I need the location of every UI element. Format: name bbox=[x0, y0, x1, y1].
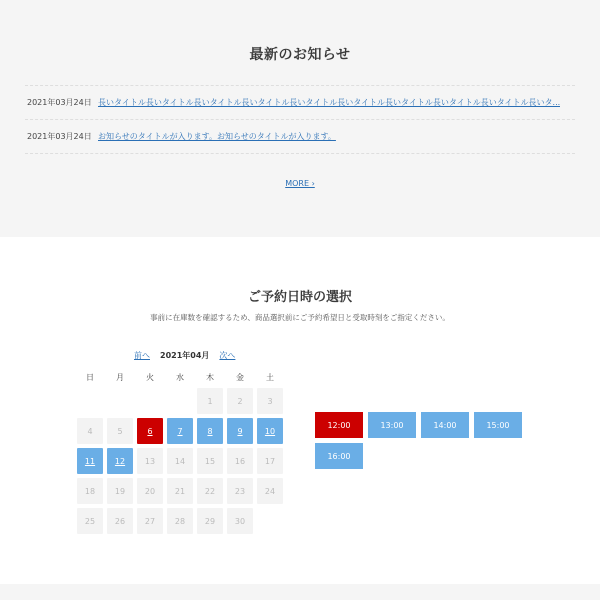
weekday-header: 土 bbox=[266, 373, 274, 382]
news-heading: 最新のお知らせ bbox=[249, 47, 351, 63]
calendar-day: 26 bbox=[107, 508, 133, 534]
news-item bbox=[25, 120, 575, 154]
time-slot-button[interactable]: 15:00 bbox=[474, 412, 522, 438]
news-link[interactable]: 長いタイトル長いタイトル長いタイトル長いタイトル長いタイトル長いタイトル長いタイトル長いタイトル長いタイトル長いタ... bbox=[98, 98, 561, 107]
time-slot-list bbox=[315, 412, 530, 469]
weekday-header: 水 bbox=[176, 373, 184, 382]
time-slot-button[interactable]: 12:00 bbox=[315, 412, 363, 438]
calendar-day: 30 bbox=[227, 508, 253, 534]
news-section bbox=[0, 0, 600, 237]
calendar-day[interactable]: 8 bbox=[197, 418, 223, 444]
calendar-nav bbox=[134, 349, 235, 361]
news-link[interactable]: お知らせのタイトルが入ります。お知らせのタイトルが入ります。 bbox=[98, 132, 336, 141]
calendar-day: 29 bbox=[197, 508, 223, 534]
calendar-day: 22 bbox=[197, 478, 223, 504]
calendar-empty-cell bbox=[77, 388, 103, 414]
time-slot-button[interactable]: 13:00 bbox=[368, 412, 416, 438]
weekday-header: 日 bbox=[86, 373, 94, 382]
more-link[interactable]: MORE › bbox=[285, 179, 315, 188]
calendar-empty-cell bbox=[137, 388, 163, 414]
calendar-day: 28 bbox=[167, 508, 193, 534]
news-date: 2021年03月24日 bbox=[27, 98, 92, 107]
news-date: 2021年03月24日 bbox=[27, 132, 92, 141]
calendar-day: 23 bbox=[227, 478, 253, 504]
calendar-day: 1 bbox=[197, 388, 223, 414]
calendar-day: 24 bbox=[257, 478, 283, 504]
calendar-day: 3 bbox=[257, 388, 283, 414]
calendar-empty-cell bbox=[257, 508, 283, 534]
news-more bbox=[0, 179, 600, 188]
calendar-day: 20 bbox=[137, 478, 163, 504]
calendar-day: 5 bbox=[107, 418, 133, 444]
calendar-grid bbox=[75, 370, 285, 536]
time-slot-button[interactable]: 16:00 bbox=[315, 443, 363, 469]
calendar-day: 19 bbox=[107, 478, 133, 504]
news-list bbox=[25, 85, 575, 154]
calendar-day: 2 bbox=[227, 388, 253, 414]
news-item bbox=[25, 86, 575, 120]
weekday-header: 月 bbox=[116, 373, 124, 382]
calendar-day: 27 bbox=[137, 508, 163, 534]
calendar-day: 17 bbox=[257, 448, 283, 474]
weekday-header: 火 bbox=[146, 373, 154, 382]
time-slot-button[interactable]: 14:00 bbox=[421, 412, 469, 438]
weekday-header: 木 bbox=[206, 373, 214, 382]
current-month: 2021年04月 bbox=[160, 350, 210, 360]
calendar-day[interactable]: 10 bbox=[257, 418, 283, 444]
calendar-day[interactable]: 7 bbox=[167, 418, 193, 444]
calendar-empty-cell bbox=[167, 388, 193, 414]
calendar-day: 18 bbox=[77, 478, 103, 504]
calendar-day[interactable]: 6 bbox=[137, 418, 163, 444]
calendar-day: 14 bbox=[167, 448, 193, 474]
weekday-header: 金 bbox=[236, 373, 244, 382]
calendar-day: 4 bbox=[77, 418, 103, 444]
calendar-day: 21 bbox=[167, 478, 193, 504]
next-month-link[interactable]: 次へ bbox=[219, 350, 236, 360]
prev-month-link[interactable]: 前へ bbox=[134, 350, 150, 360]
calendar-day[interactable]: 12 bbox=[107, 448, 133, 474]
calendar-day: 16 bbox=[227, 448, 253, 474]
calendar-day[interactable]: 9 bbox=[227, 418, 253, 444]
calendar-day[interactable]: 11 bbox=[77, 448, 103, 474]
calendar-empty-cell bbox=[107, 388, 133, 414]
calendar-day: 15 bbox=[197, 448, 223, 474]
footer-band bbox=[0, 584, 600, 600]
reservation-heading: ご予約日時の選択 bbox=[247, 290, 352, 305]
calendar-day: 13 bbox=[137, 448, 163, 474]
reservation-subtitle: 事前に在庫数を確認するため、商品選択前にご予約希望日と受取時刻をご指定ください。 bbox=[150, 313, 450, 322]
calendar-day: 25 bbox=[77, 508, 103, 534]
